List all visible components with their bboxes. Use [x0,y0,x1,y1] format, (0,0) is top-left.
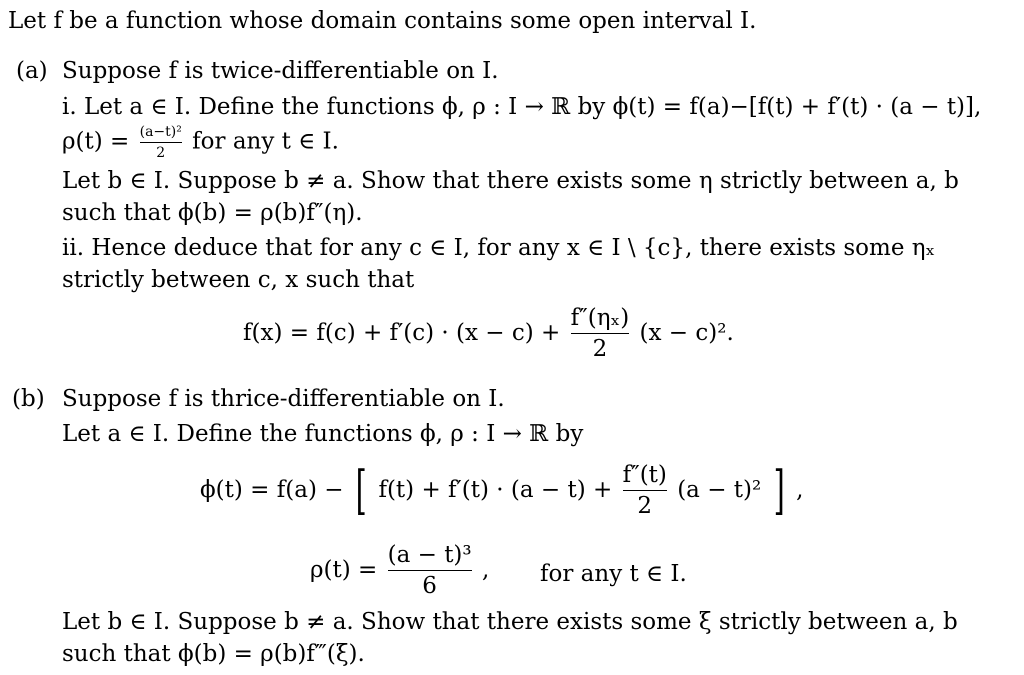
rho-cubic-denominator: 6 [422,573,437,600]
taylor-equation-lhs: f(x) = f(c) + f′(c) · (x − c) + [243,319,561,346]
part-a-ii-line2: strictly between c, x such that [62,267,415,293]
rho-fraction-denominator: 2 [156,145,166,162]
taylor-equation [243,305,734,363]
part-a-i-line2 [62,124,339,161]
part-b-line4: such that ϕ(b) = ρ(b)f‴(ξ). [62,641,365,667]
part-a-i-line1: i. Let a ∈ I. Define the functions ϕ, ρ : I → ℝ by ϕ(t) = f(a)−[f(t) + f′(t) · (a − t)], [62,94,982,120]
part-b-line1: Let a ∈ I. Define the functions ϕ, ρ : I → ℝ by [62,421,584,447]
part-a-ii-line1: ii. Hence deduce that for any c ∈ I, for any x ∈ I \ {c}, there exists some ηₓ [62,235,936,261]
right-bracket: ] [773,460,785,521]
phi-fraction-denominator: 2 [637,493,653,520]
taylor-fraction-denominator: 2 [592,336,608,363]
rho-equation-condition: for any t ∈ I. [540,561,687,587]
taylor-fraction [571,305,630,363]
part-b-premise: Suppose f is thrice-differentiable on I. [62,386,505,412]
rho-fraction [140,124,182,161]
taylor-equation-rhs: (x − c)². [639,319,734,346]
part-a-label: (a) [16,58,48,84]
part-b-line3: Let b ∈ I. Suppose b ≠ a. Show that there exists some ξ strictly between a, b [62,609,958,635]
rho-definition-lhs: ρ(t) = [62,128,130,155]
phi-fraction [623,462,667,520]
phi-fraction-numerator: f″(t) [622,462,667,488]
part-b-label: (b) [12,386,45,412]
part-a-i-line3: Let b ∈ I. Suppose b ≠ a. Show that there exists some η strictly between a, b [62,168,959,194]
rho-cubic-numerator: (a − t)³ [387,542,472,568]
phi-equation-lhs: ϕ(t) = f(a) − [200,476,344,503]
rho-definition-condition: for any t ∈ I. [192,128,339,155]
rho-cubic-fraction [388,542,472,600]
phi-equation-inner: f(t) + f′(t) · (a − t) + [378,476,613,503]
rho-fraction-numerator: (a−t)² [139,124,182,140]
phi-equation-end: , [796,476,804,503]
rho-equation [310,542,489,600]
rho-equation-comma: , [481,556,490,583]
part-a-i-line4: such that ϕ(b) = ρ(b)f″(η). [62,200,363,226]
taylor-fraction-numerator: f″(ηₓ) [570,305,630,331]
rho-equation-lhs: ρ(t) = [310,556,378,583]
intro-text: Let f be a function whose domain contains some open interval I. [8,8,757,34]
part-a-premise: Suppose f is twice-differentiable on I. [62,58,499,84]
left-bracket: [ [355,460,367,521]
phi-equation-tail: (a − t)² [677,476,762,503]
phi-equation [200,462,803,520]
